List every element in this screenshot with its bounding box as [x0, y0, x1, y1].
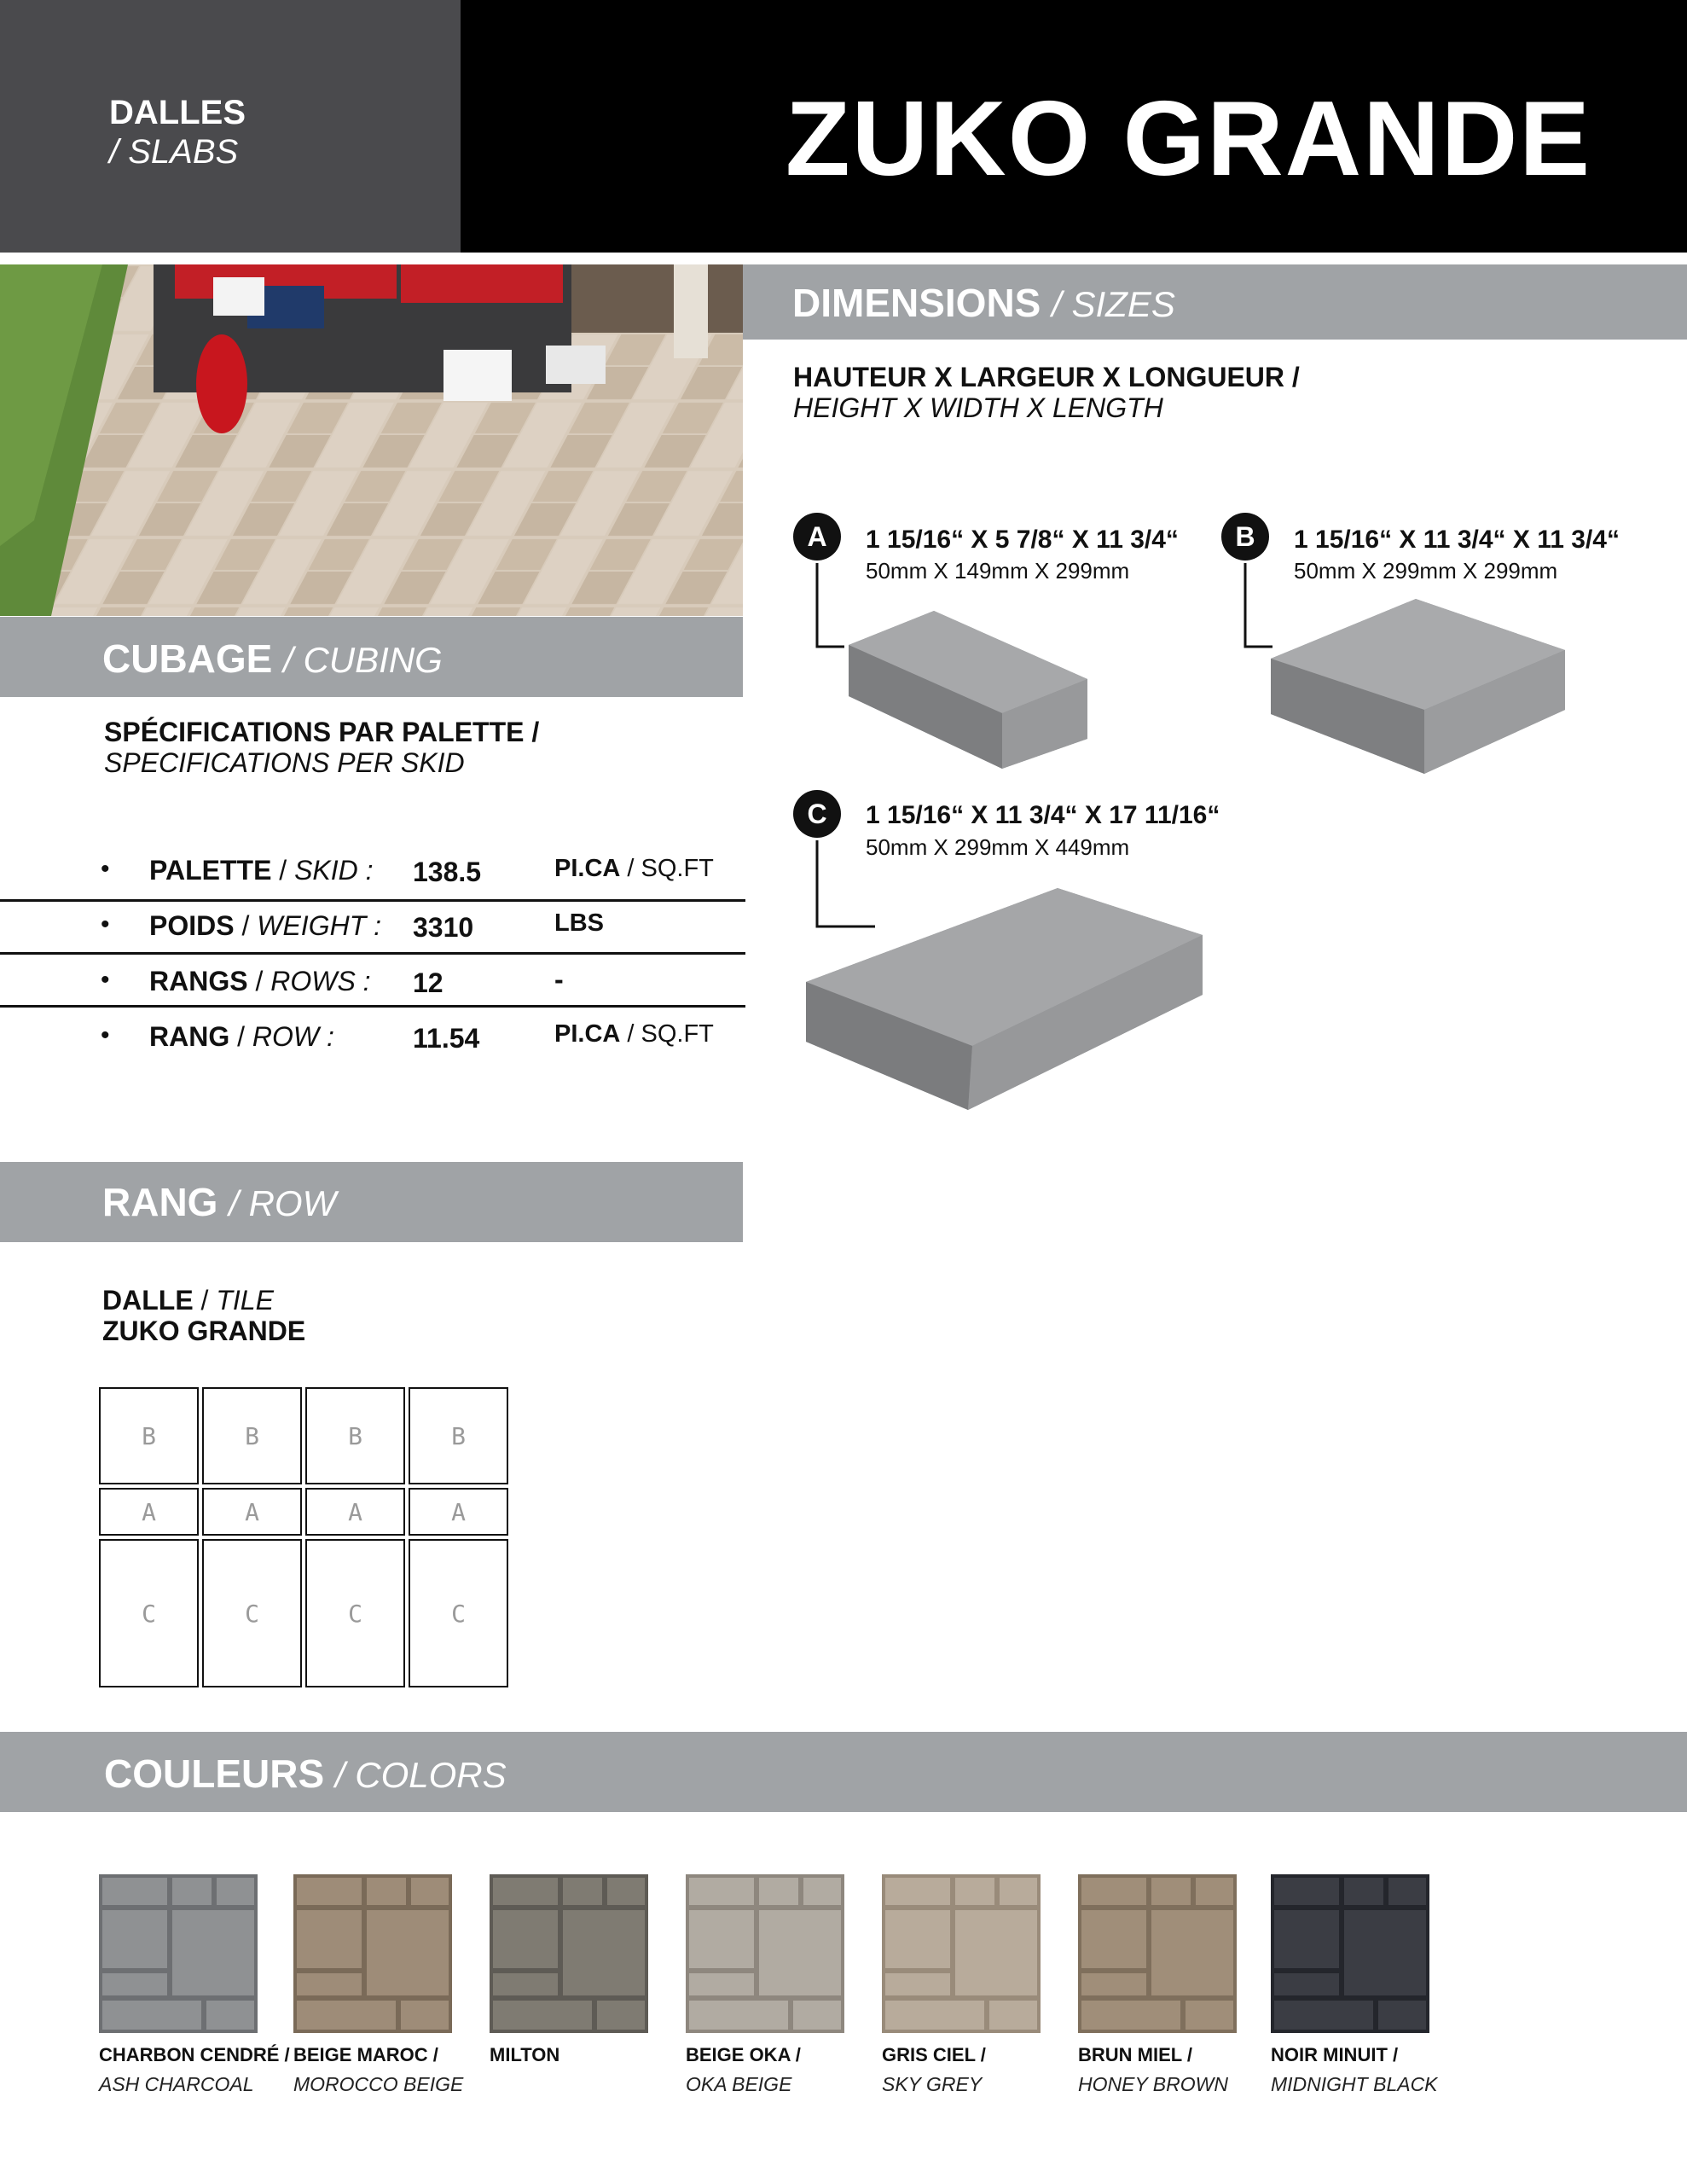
tile-label-en: TILE: [216, 1285, 274, 1316]
dim-b-imperial: 1 15/16“ X 11 3/4“ X 11 3/4“: [1294, 526, 1620, 554]
colors-heading-fr: COULEURS: [104, 1751, 325, 1796]
tile-c: C: [305, 1539, 405, 1687]
row-unit-en: SQ.FT: [641, 1020, 714, 1048]
spec-title-en: SPECIFICATIONS PER SKID: [104, 747, 465, 778]
color-name-fr: BEIGE OKA /: [686, 2044, 801, 2065]
colors-heading-en: COLORS: [355, 1755, 507, 1795]
tile-b: B: [99, 1387, 199, 1484]
row-unit-fr: PI.CA: [554, 855, 621, 882]
row-label-fr: RANG: [149, 1021, 230, 1052]
tile-c: C: [202, 1539, 302, 1687]
row-label-en: WEIGHT :: [257, 910, 382, 941]
color-name-fr: BRUN MIEL /: [1078, 2044, 1193, 2065]
row-heading-fr: RANG: [102, 1180, 218, 1224]
color-swatch: [490, 1874, 648, 2033]
row-heading-en: ROW: [248, 1183, 337, 1223]
tile-a: A: [99, 1488, 199, 1536]
color-swatch: [882, 1874, 1041, 2033]
row-heading: RANG / ROW: [0, 1162, 743, 1242]
dim-c-metric: 50mm X 299mm X 449mm: [866, 834, 1130, 860]
tile-b: B: [202, 1387, 302, 1484]
color-name-fr: MILTON: [490, 2044, 560, 2065]
patio-photo: [0, 264, 743, 616]
row-label-en: ROW :: [252, 1021, 334, 1052]
badge-a: A: [793, 513, 841, 561]
paver-a-image: [840, 602, 1096, 773]
tile-b: B: [409, 1387, 508, 1484]
row-divider: [0, 899, 745, 902]
color-name-en: HONEY BROWN: [1078, 2073, 1228, 2095]
tile-c: C: [99, 1539, 199, 1687]
color-name-en: SKY GREY: [882, 2073, 983, 2095]
cubing-heading: CUBAGE / CUBING: [0, 617, 743, 697]
dimensions-heading: DIMENSIONS / SIZES: [743, 264, 1687, 340]
tile-label-fr: DALLE: [102, 1285, 194, 1316]
color-name-fr: NOIR MINUIT /: [1271, 2044, 1399, 2065]
row-divider: [0, 952, 745, 955]
color-name-en: ASH CHARCOAL: [99, 2073, 254, 2095]
product-title: ZUKO GRANDE: [785, 80, 1591, 198]
badge-b: B: [1221, 513, 1269, 561]
spec-title-fr: SPÉCIFICATIONS PAR PALETTE /: [104, 717, 540, 747]
row-label-fr: POIDS: [149, 910, 235, 941]
dim-a-metric: 50mm X 149mm X 299mm: [866, 558, 1130, 584]
tile-a: A: [202, 1488, 302, 1536]
color-name-fr: GRIS CIEL /: [882, 2044, 986, 2065]
dim-subtitle-en: HEIGHT X WIDTH X LENGTH: [793, 392, 1163, 423]
row-label-fr: PALETTE: [149, 855, 272, 886]
color-name-fr: CHARBON CENDRÉ /: [99, 2044, 290, 2065]
row-value: 12: [413, 967, 443, 998]
row-label-en: ROWS :: [270, 966, 371, 996]
color-name-en: OKA BEIGE: [686, 2073, 792, 2095]
dimensions-heading-fr: DIMENSIONS: [792, 281, 1041, 325]
row-label-fr: RANGS: [149, 966, 248, 996]
row-layout-grid: [99, 1387, 508, 1687]
category-fr: DALLES: [109, 94, 246, 131]
row-value: 138.5: [413, 857, 482, 887]
tile-name: ZUKO GRANDE: [102, 1316, 306, 1346]
cubing-heading-en: CUBING: [303, 640, 443, 680]
dim-c-imperial: 1 15/16“ X 11 3/4“ X 17 11/16“: [866, 801, 1220, 829]
dim-b-metric: 50mm X 299mm X 299mm: [1294, 558, 1558, 584]
cubing-heading-fr: CUBAGE: [102, 636, 273, 681]
row-unit-fr: -: [554, 964, 564, 995]
colors-heading: COULEURS / COLORS: [0, 1732, 1687, 1812]
color-name-en: MIDNIGHT BLACK: [1271, 2073, 1438, 2095]
dim-subtitle-fr: HAUTEUR X LARGEUR X LONGUEUR /: [793, 362, 1300, 392]
row-unit-en: SQ.FT: [641, 855, 714, 882]
row-divider: [0, 1005, 745, 1008]
row-value: 3310: [413, 912, 474, 943]
paver-b-image: [1267, 590, 1574, 778]
category-en: / SLABS: [109, 133, 239, 171]
tile-a: A: [409, 1488, 508, 1536]
row-value: 11.54: [413, 1023, 480, 1054]
color-swatch: [99, 1874, 258, 2033]
color-swatch: [293, 1874, 452, 2033]
badge-c: C: [793, 790, 841, 838]
row-unit-fr: LBS: [554, 909, 604, 937]
tile-c: C: [409, 1539, 508, 1687]
paver-c-image: [802, 884, 1211, 1114]
color-name-fr: BEIGE MAROC /: [293, 2044, 438, 2065]
row-label-en: SKID :: [294, 855, 374, 886]
dim-a-imperial: 1 15/16“ X 5 7/8“ X 11 3/4“: [866, 526, 1179, 554]
tile-a: A: [305, 1488, 405, 1536]
row-unit-fr: PI.CA: [554, 1020, 621, 1048]
tile-b: B: [305, 1387, 405, 1484]
color-name-en: MOROCCO BEIGE: [293, 2073, 464, 2095]
color-swatch: [1271, 1874, 1429, 2033]
dimensions-heading-en: SIZES: [1071, 284, 1175, 324]
color-swatch: [1078, 1874, 1237, 2033]
color-swatch: [686, 1874, 844, 2033]
